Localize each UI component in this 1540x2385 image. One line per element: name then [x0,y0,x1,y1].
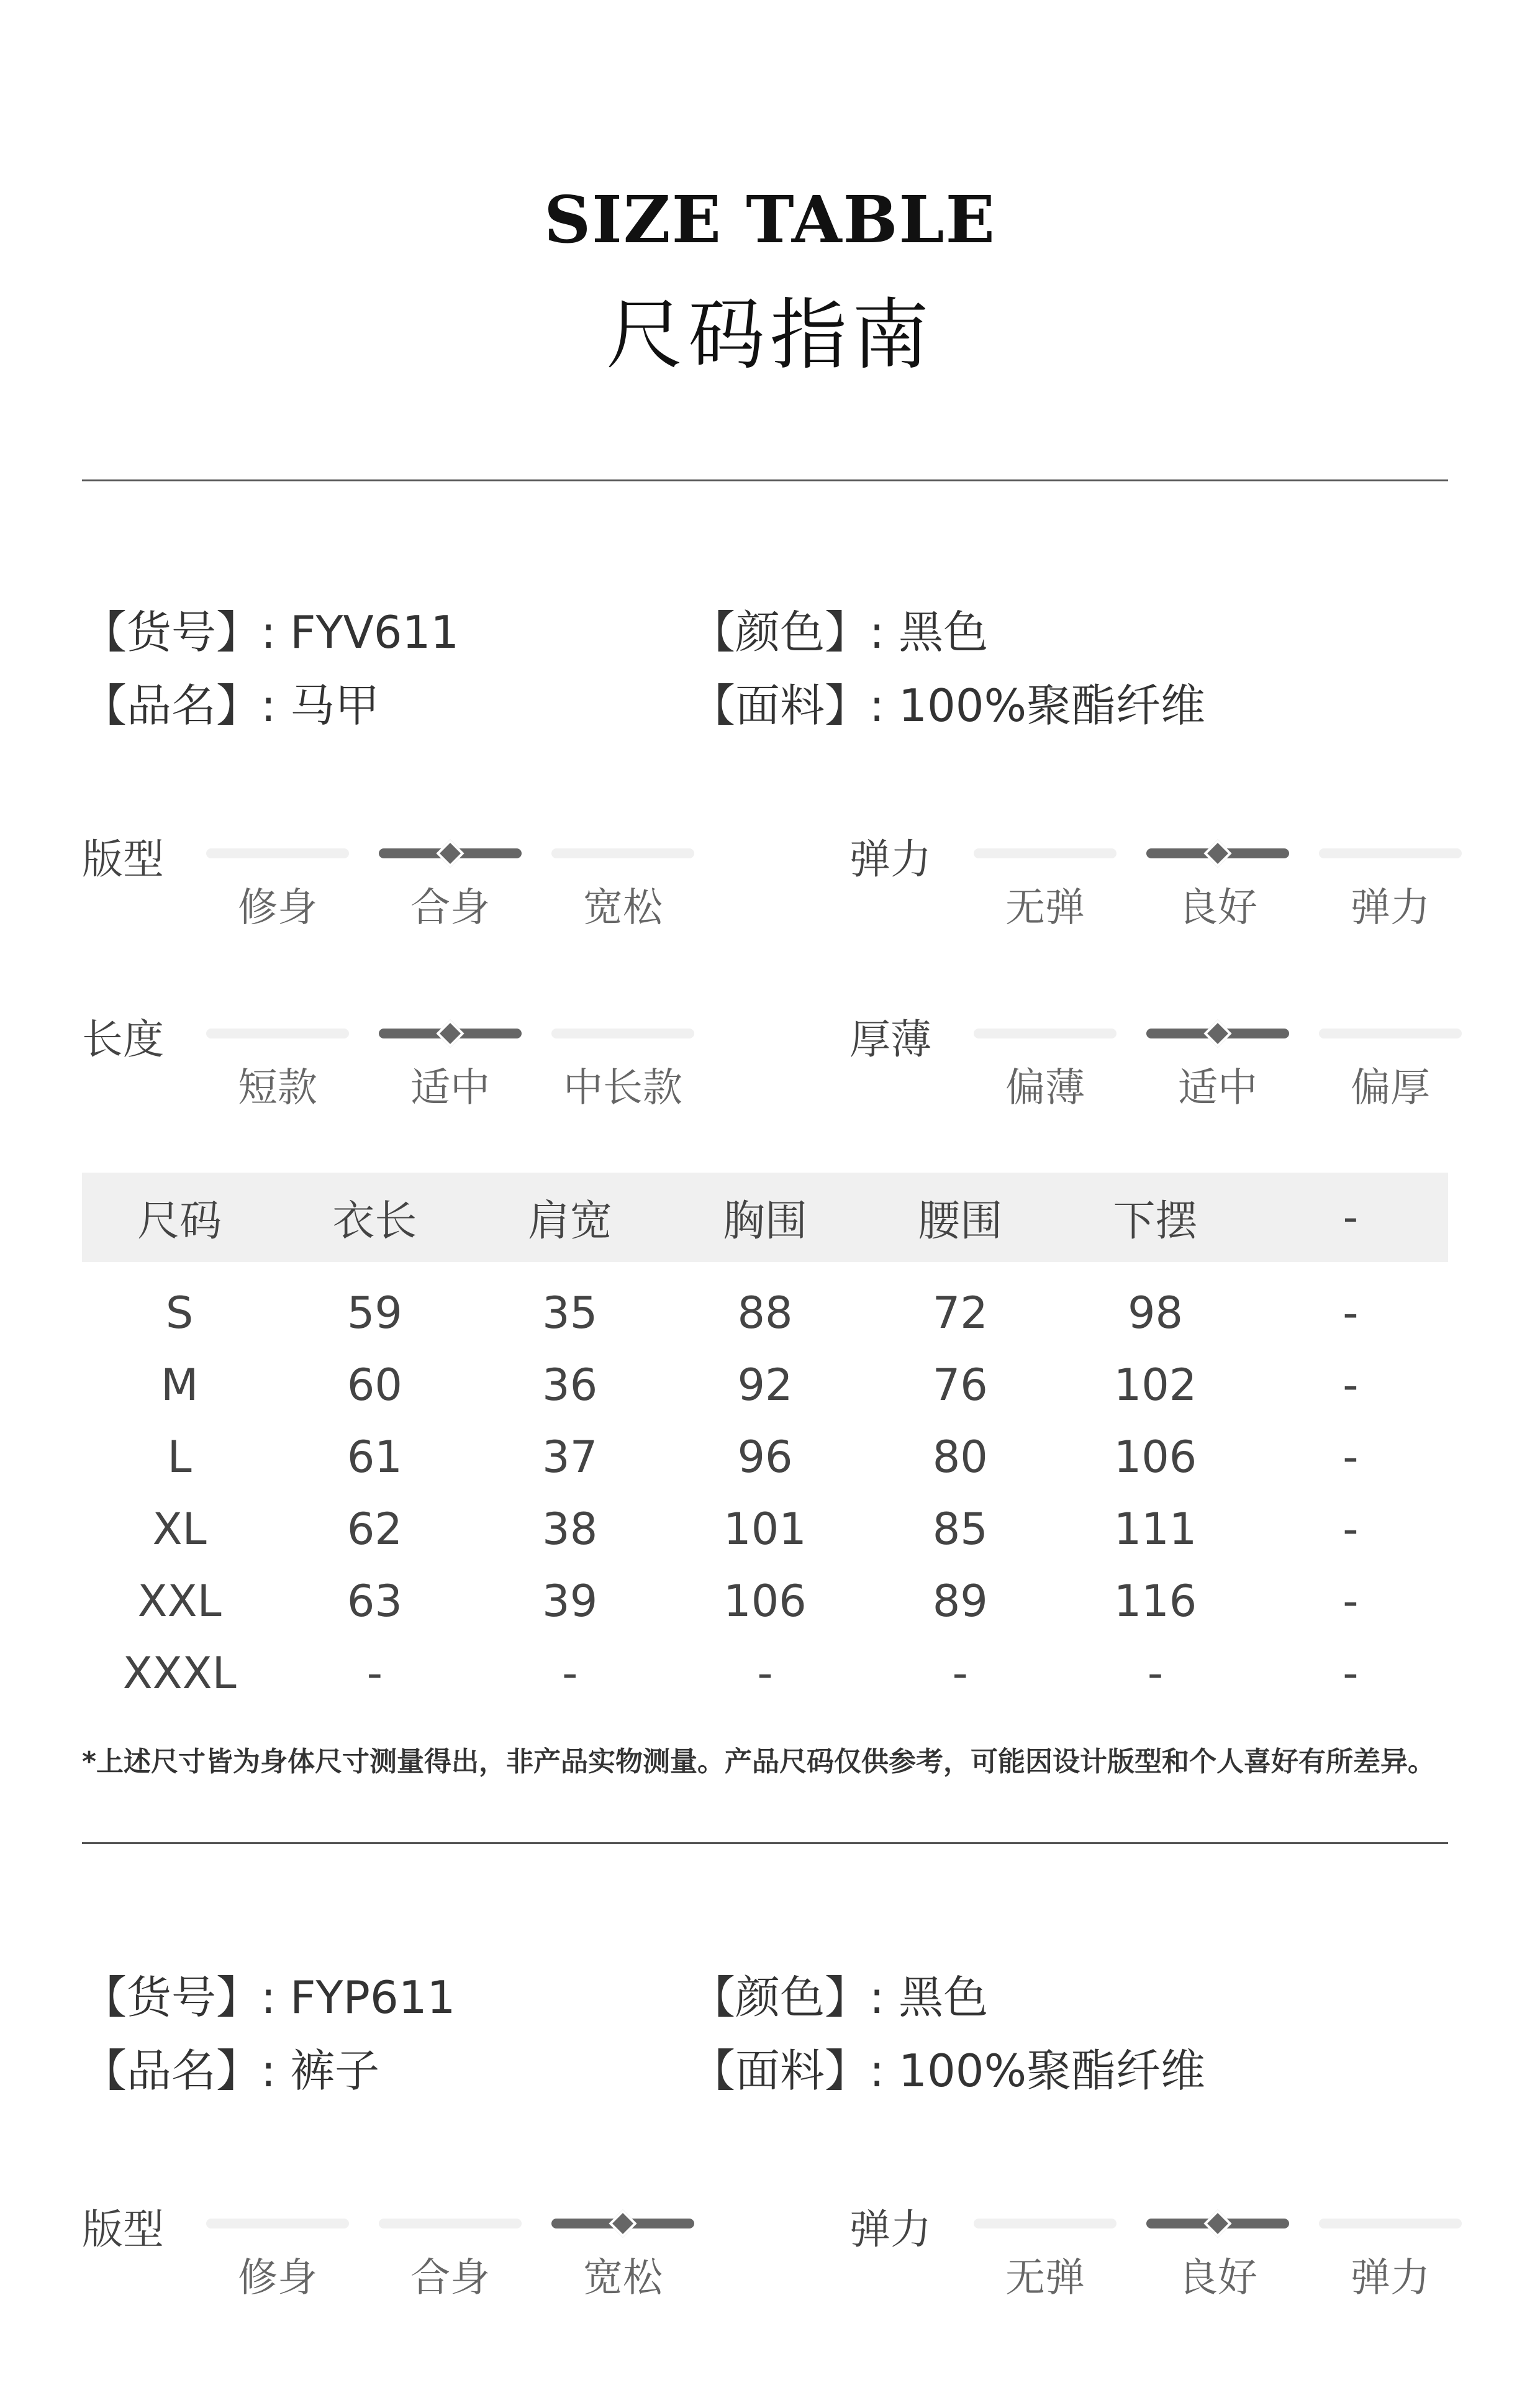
table-cell: - [1147,1648,1164,1699]
table-cell: 89 [932,1576,988,1627]
product1-color: 【颜色】: 黑色 [691,606,989,658]
product1-fabric: 【面料】: 100%聚酯纤维 [691,679,1205,732]
scale-track [1319,2219,1462,2228]
attr-option: 良好 [1178,2255,1257,2301]
table-cell: 106 [723,1576,807,1627]
table-cell: 106 [1113,1432,1197,1483]
product2-name: 【品名】: 裤子 [82,2045,380,2097]
scale-marker-selected [1146,2219,1289,2228]
table-cell: 35 [542,1288,598,1338]
table-cell: 59 [346,1288,402,1338]
table-cell: 36 [542,1360,598,1411]
table-cell: - [1343,1288,1359,1338]
table-cell: XXXL [122,1648,237,1699]
attr-label: 弹力 [849,835,931,883]
scale-track [974,848,1116,858]
scale-marker-selected [379,1029,522,1038]
product2-color: 【颜色】: 黑色 [691,1971,989,2024]
attr-label: 厚薄 [849,1015,931,1063]
title-cn: 尺码指南 [605,291,934,380]
table-cell: - [366,1648,383,1699]
column-header: - [1253,1173,1448,1262]
product2-fabric: 【面料】: 100%聚酯纤维 [691,2045,1205,2097]
attr-option: 宽松 [583,2255,663,2301]
table-cell: 80 [932,1432,988,1483]
column-header: 衣长 [277,1173,472,1262]
footnote: *上述尺寸皆为身体尺寸测量得出，非产品实物测量。产品尺码仅供参考，可能因设计版型和个人喜好有所差异。 [82,1746,1436,1778]
scale-track [974,1029,1116,1038]
divider-middle [82,1842,1448,1844]
product1-item-no: 【货号】: FYV611 [82,606,460,658]
size-table-body [82,1262,1448,1709]
table-cell: 88 [737,1288,793,1338]
attr-option: 偏薄 [1005,1065,1085,1111]
table-cell: - [562,1648,578,1699]
column-header: 胸围 [668,1173,863,1262]
column-header: 肩宽 [473,1173,668,1262]
scale-marker-selected [551,2219,694,2228]
table-cell: - [1343,1504,1359,1555]
table-cell: - [1343,1576,1359,1627]
product2-item-no: 【货号】: FYP611 [82,1971,456,2024]
attr-label: 版型 [82,2206,164,2253]
scale-track [551,848,694,858]
scale-track [379,2219,522,2228]
product1-name: 【品名】: 马甲 [82,679,380,732]
table-cell: XXL [137,1576,222,1627]
table-cell: M [160,1360,199,1411]
table-row [82,1277,1448,1349]
table-cell: 37 [542,1432,598,1483]
table-cell: 98 [1128,1288,1184,1338]
attr-option: 适中 [1178,1065,1257,1111]
attr-label: 弹力 [849,2206,931,2253]
table-cell: L [167,1432,192,1483]
table-cell: 61 [346,1432,402,1483]
table-cell: 111 [1113,1504,1197,1555]
table-cell: S [165,1288,194,1338]
divider-top [82,479,1448,481]
spacer-row [82,1262,1448,1277]
table-cell: 85 [932,1504,988,1555]
attr-option: 良好 [1178,885,1257,931]
table-cell: 101 [723,1504,807,1555]
title-en: SIZE TABLE [544,181,996,258]
attr-option: 弹力 [1351,2255,1430,2301]
scale-marker-selected [379,848,522,858]
scale-track [206,848,349,858]
scale-track [206,1029,349,1038]
scale-track [1319,1029,1462,1038]
attr-option: 宽松 [583,885,663,931]
attr-option: 合身 [410,885,490,931]
table-row [82,1493,1448,1565]
table-cell: - [757,1648,773,1699]
attr-label: 版型 [82,835,164,883]
table-cell: 62 [346,1504,402,1555]
attr-option: 适中 [410,1065,490,1111]
attr-option: 合身 [410,2255,490,2301]
attr-option: 中长款 [563,1065,682,1111]
table-cell: 102 [1113,1360,1197,1411]
attr-option: 无弹 [1005,2255,1085,2301]
column-header: 下摆 [1058,1173,1252,1262]
attr-option: 修身 [238,2255,317,2301]
attr-label: 长度 [82,1015,164,1063]
table-cell: 72 [932,1288,988,1338]
table-row [82,1349,1448,1421]
attr-option: 修身 [238,885,317,931]
table-cell: - [1343,1360,1359,1411]
table-cell: 38 [542,1504,598,1555]
table-cell: 60 [346,1360,402,1411]
scale-marker-selected [1146,1029,1289,1038]
table-row [82,1637,1448,1709]
table-cell: 96 [737,1432,793,1483]
column-header: 腰围 [863,1173,1058,1262]
size-table [82,1173,1448,1709]
scale-track [1319,848,1462,858]
scale-track [206,2219,349,2228]
table-cell: 116 [1113,1576,1197,1627]
table-cell: - [1343,1432,1359,1483]
column-header: 尺码 [82,1173,277,1262]
table-cell: 92 [737,1360,793,1411]
scale-track [974,2219,1116,2228]
attr-option: 弹力 [1351,885,1430,931]
table-row [82,1421,1448,1493]
attr-option: 无弹 [1005,885,1085,931]
attr-option: 偏厚 [1351,1065,1430,1111]
table-row [82,1565,1448,1637]
table-cell: 39 [542,1576,598,1627]
table-cell: - [1343,1648,1359,1699]
table-cell: 63 [346,1576,402,1627]
table-cell: XL [152,1504,207,1555]
scale-marker-selected [1146,848,1289,858]
table-cell: - [952,1648,968,1699]
size-table-header [82,1173,1448,1262]
scale-track [551,1029,694,1038]
table-cell: 76 [932,1360,988,1411]
attr-option: 短款 [238,1065,317,1111]
